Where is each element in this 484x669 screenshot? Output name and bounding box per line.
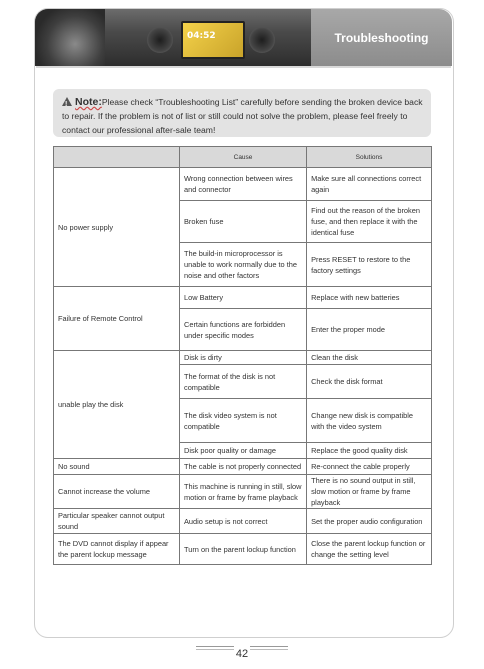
screen-clock: 04:52 xyxy=(187,31,216,41)
table-row xyxy=(54,287,432,309)
problem-cell: Failure of Remote Control xyxy=(54,287,180,351)
cause-cell: The cable is not properly connected xyxy=(180,459,307,475)
solution-cell: Find out the reason of the broken fuse, and then replace it with the identical fuse xyxy=(307,201,432,243)
header-divider xyxy=(36,66,451,68)
solution-cell: Change new disk is compatible with the video system xyxy=(307,399,432,443)
cause-cell: Low Battery xyxy=(180,287,307,309)
solution-cell: Re-connect the cable properly xyxy=(307,459,432,475)
header-cause-cell: Cause xyxy=(180,147,307,168)
table-row xyxy=(54,534,432,565)
note-box xyxy=(53,89,431,137)
page-footer xyxy=(196,638,288,662)
problem-cell: unable play the disk xyxy=(54,351,180,459)
solution-cell: Replace the good quality disk xyxy=(307,443,432,459)
table-body xyxy=(54,168,432,565)
header-car-dashboard-image xyxy=(35,9,311,66)
page-number: 42 xyxy=(235,648,249,660)
right-air-vent xyxy=(249,27,275,53)
solution-cell: Close the parent lockup function or change the setting level xyxy=(307,534,432,565)
cause-cell: Broken fuse xyxy=(180,201,307,243)
note-body: Please check “Troubleshooting List” carefully before sending the broken device back to repair. If the problem is not of list or still could not solve the problem, please feel freely to contact our professional after-sale team! xyxy=(62,97,423,135)
solution-cell: Check the disk format xyxy=(307,365,432,399)
page-title: Troubleshooting xyxy=(334,31,429,45)
solution-cell: Make sure all connections correct again xyxy=(307,168,432,201)
cause-cell: The disk video system is not compatible xyxy=(180,399,307,443)
note-text-block xyxy=(62,95,430,137)
cause-cell: Disk poor quality or damage xyxy=(180,443,307,459)
problem-cell: No power supply xyxy=(54,168,180,287)
problem-cell: Particular speaker cannot output sound xyxy=(54,509,180,534)
cause-cell: The format of the disk is not compatible xyxy=(180,365,307,399)
warning-icon xyxy=(62,97,72,106)
note-label: Note: xyxy=(75,96,102,108)
head-unit-screen xyxy=(181,21,245,59)
table-row xyxy=(54,509,432,534)
problem-cell: The DVD cannot display if appear the parent lockup message xyxy=(54,534,180,565)
solution-cell: Set the proper audio configuration xyxy=(307,509,432,534)
solution-cell: Clean the disk xyxy=(307,351,432,365)
troubleshooting-table xyxy=(53,146,432,565)
cause-cell: This machine is running in still, slow motion or frame by frame playback xyxy=(180,475,307,509)
cause-cell: Disk is dirty xyxy=(180,351,307,365)
cause-cell: Wrong connection between wires and connector xyxy=(180,168,307,201)
problem-cell: No sound xyxy=(54,459,180,475)
table-row xyxy=(54,351,432,365)
footer-rule-left xyxy=(196,646,234,647)
header-solutions-cell: Solutions xyxy=(307,147,432,168)
table-header-row xyxy=(54,147,432,168)
header-problem-cell xyxy=(54,147,180,168)
solution-cell: There is no sound output in still, slow motion or frame by frame playback xyxy=(307,475,432,509)
problem-cell: Cannot increase the volume xyxy=(54,475,180,509)
solution-cell: Replace with new batteries xyxy=(307,287,432,309)
cause-cell: Turn on the parent lockup function xyxy=(180,534,307,565)
left-air-vent xyxy=(147,27,173,53)
solution-cell: Enter the proper mode xyxy=(307,309,432,351)
table-row xyxy=(54,475,432,509)
cause-cell: The build-in microprocessor is unable to work normally due to the noise and other factors xyxy=(180,243,307,287)
footer-rule-right xyxy=(250,646,288,647)
steering-wheel-shape xyxy=(35,9,105,66)
table-row xyxy=(54,168,432,201)
header-title-box xyxy=(311,9,452,66)
table-row xyxy=(54,459,432,475)
cause-cell: Certain functions are forbidden under specific modes xyxy=(180,309,307,351)
solution-cell: Press RESET to restore to the factory settings xyxy=(307,243,432,287)
cause-cell: Audio setup is not correct xyxy=(180,509,307,534)
